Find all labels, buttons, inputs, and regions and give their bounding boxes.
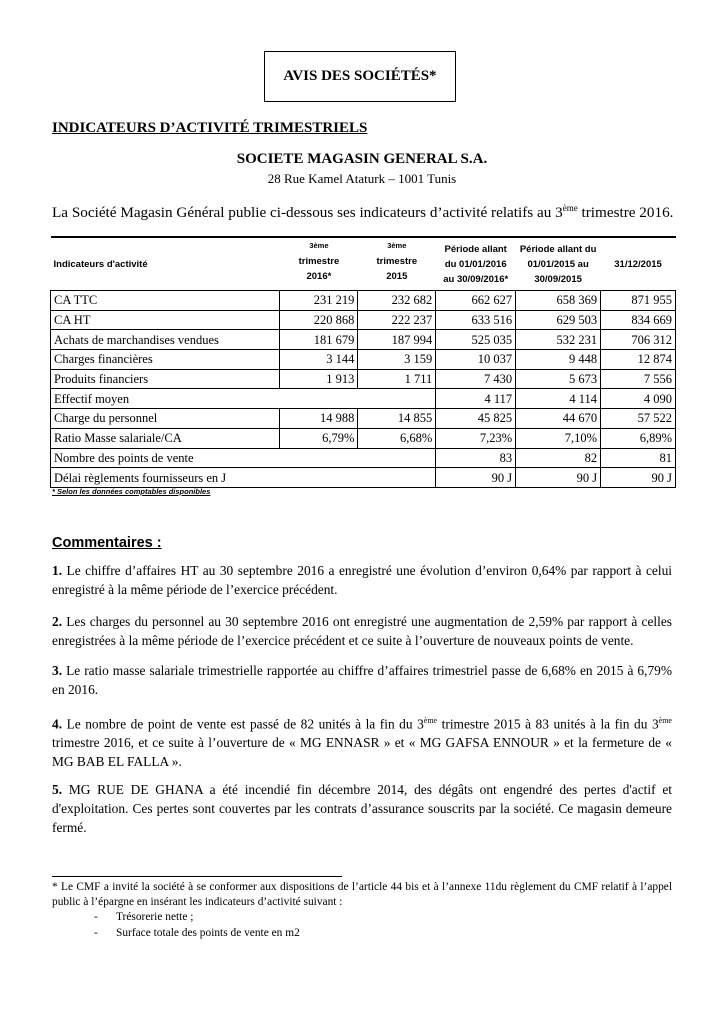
header-year-2015-label: 31/12/2015: [614, 258, 662, 270]
cell-period-2016: 662 627: [436, 291, 516, 311]
notice-title-box: [264, 51, 456, 102]
row-label: Charges financières: [51, 350, 280, 370]
cell-period-2016: 90 J: [436, 468, 516, 488]
table-row: [51, 409, 676, 429]
header-q3-2015-top: 3ème: [387, 240, 407, 250]
comment-text-c: trimestre 2016, et ce suite à l’ouverture de « MG ENNASR » et « MG GAFSA ENNOUR » et la fermeture de « MG BAB EL FALLA ».: [52, 735, 672, 770]
cell-period-2016: 633 516: [436, 310, 516, 330]
comment-paragraph-2: [52, 612, 672, 650]
indicators-table: [50, 236, 676, 488]
comment-text: Le ratio masse salariale trimestrielle rapportée au chiffre d’affaires trimestriel passe de 6,68% en 2015 à 6,79% en 2016.: [52, 663, 672, 697]
header-q3-2015-line1: trimestre: [376, 255, 418, 267]
row-label: Produits financiers: [51, 369, 280, 389]
footnote-item-text: Trésorerie nette ;: [116, 911, 194, 923]
table-row: [51, 448, 676, 468]
table-row: [51, 369, 676, 389]
header-period-2016-line3: au 30/09/2016*: [443, 273, 509, 285]
cell-year-2015: 6,89%: [601, 428, 676, 448]
cell-year-2015: 12 874: [601, 350, 676, 370]
company-address: 28 Rue Kamel Ataturk – 1001 Tunis: [267, 171, 457, 186]
row-label: Achats de marchandises vendues: [51, 330, 280, 350]
intro-text: [52, 203, 673, 222]
company-name: SOCIETE MAGASIN GENERAL S.A.: [236, 151, 488, 167]
header-year-2015: [601, 237, 676, 291]
header-period-2016-line1: Période allant: [444, 243, 507, 255]
cell-q3-2015: [358, 389, 436, 409]
cell-q3-2015: 232 682: [358, 291, 436, 311]
header-period-2015-line2: 01/01/2015 au: [527, 258, 589, 270]
cell-period-2016: 4 117: [436, 389, 516, 409]
cell-period-2015: 5 673: [516, 369, 601, 389]
cell-year-2015: 57 522: [601, 409, 676, 429]
comment-text: MG RUE DE GHANA a été incendié fin décembre 2014, des dégâts ont engendré des pertes d'actif et d'exploitation. Ces pertes sont couvertes par les contrats d’assurance souscrits par la société. Ce magasin demeure fermé.: [52, 782, 672, 835]
table-row: [51, 468, 676, 488]
footnote-item: - Surface totale des points de vente en m2: [94, 927, 300, 939]
cell-period-2015: 44 670: [516, 409, 601, 429]
cell-q3-2016: 181 679: [280, 330, 358, 350]
intro-text-end: trimestre 2016.: [577, 204, 674, 222]
comment-paragraph-4: [52, 711, 672, 771]
comment-number: 4.: [52, 716, 63, 732]
cell-period-2015: 90 J: [516, 468, 601, 488]
header-period-2015-line3: 30/09/2015: [534, 273, 582, 285]
cell-q3-2015: 187 994: [358, 330, 436, 350]
footnote-list: [94, 909, 300, 941]
cell-period-2016: 525 035: [436, 330, 516, 350]
row-label: Nombre des points de vente: [51, 448, 280, 468]
row-label: Effectif moyen: [51, 389, 280, 409]
cell-q3-2015: [358, 468, 436, 488]
header-indicator-label: Indicateurs d'activité: [53, 258, 148, 270]
footnote-text: * Le CMF a invité la société à se conformer aux dispositions de l’article 44 bis et à l’annexe 11du règlement du CMF relatif à l’appel public à l’épargne en insérant les indicateurs d’activité suivant :: [52, 881, 672, 908]
cell-period-2016: 45 825: [436, 409, 516, 429]
cell-q3-2015: 222 237: [358, 310, 436, 330]
notice-title: AVIS DES SOCIÉTÉS*: [283, 68, 437, 84]
row-label: CA TTC: [51, 291, 280, 311]
header-period-2015-line1: Période allant du: [519, 243, 597, 255]
comment-text: Les charges du personnel au 30 septembre 2016 ont enregistré une augmentation de 2,59% par rapport à celles enregistrées à la même période de l’exercice précédent et ce suite à l’ouverture de nouveaux points de vente.: [52, 614, 673, 648]
cell-year-2015: 4 090: [601, 389, 676, 409]
comment-superscript: ème: [423, 716, 438, 725]
comment-paragraph-1: [52, 561, 672, 599]
table-row: [51, 389, 676, 409]
comment-text-a: Le nombre de point de vente est passé de 82 unités à la fin du 3: [66, 716, 424, 732]
cell-period-2015: 9 448: [516, 350, 601, 370]
footnote-separator: [52, 876, 342, 877]
header-q3-2015-line2: 2015: [386, 270, 408, 282]
cell-q3-2015: [358, 448, 436, 468]
header-period-2016: [436, 237, 516, 291]
section-title: INDICATEURS D’ACTIVITÉ TRIMESTRIELS: [52, 120, 368, 136]
cell-q3-2016: 220 868: [280, 310, 358, 330]
row-label: Ratio Masse salariale/CA: [51, 428, 280, 448]
cell-year-2015: 7 556: [601, 369, 676, 389]
table-header-row: [51, 237, 676, 291]
header-q3-2016-top: 3ème: [309, 240, 329, 250]
cell-q3-2015: 14 855: [358, 409, 436, 429]
header-period-2016-line2: du 01/01/2016: [444, 258, 507, 270]
cell-q3-2016: 14 988: [280, 409, 358, 429]
comment-text-b: trimestre 2015 à 83 unités à la fin du 3: [437, 716, 659, 732]
cell-year-2015: 871 955: [601, 291, 676, 311]
footnote-item-text: Surface totale des points de vente en m2: [116, 927, 300, 939]
cell-year-2015: 834 669: [601, 310, 676, 330]
header-period-2015: [516, 237, 601, 291]
footnote-item: - Trésorerie nette ;: [94, 911, 194, 923]
header-q3-2016-line2: 2016*: [306, 270, 332, 282]
cell-period-2015: 532 231: [516, 330, 601, 350]
cell-period-2015: 4 114: [516, 389, 601, 409]
header-q3-2016: [280, 237, 358, 291]
cell-year-2015: 81: [601, 448, 676, 468]
cell-q3-2016: [280, 448, 358, 468]
cell-q3-2016: [280, 389, 358, 409]
cell-year-2015: 706 312: [601, 330, 676, 350]
header-q3-2016-line1: trimestre: [298, 255, 340, 267]
row-label: CA HT: [51, 310, 280, 330]
table-row: [51, 310, 676, 330]
intro-superscript: ème: [562, 203, 578, 213]
cell-period-2016: 10 037: [436, 350, 516, 370]
comment-number: 3.: [52, 663, 63, 678]
cell-period-2015: 658 369: [516, 291, 601, 311]
comment-text: Le chiffre d’affaires HT au 30 septembre 2016 a enregistré une évolution d’environ 0,64% par rapport à celui enregistré à la même période de l’exercice précédent.: [52, 563, 672, 597]
table-footnote: * Selon les données comptables disponibles: [52, 487, 211, 496]
table-row: [51, 350, 676, 370]
cell-q3-2015: 3 159: [358, 350, 436, 370]
header-q3-2015: [358, 237, 436, 291]
header-indicator: [51, 237, 280, 291]
comments-title: Commentaires :: [52, 535, 162, 551]
comment-number: 1.: [52, 563, 63, 578]
cell-q3-2016: 231 219: [280, 291, 358, 311]
comment-paragraph-5: [52, 780, 672, 837]
comment-number: 5.: [52, 782, 63, 797]
intro-text-start: La Société Magasin Général publie ci-dessous ses indicateurs d’activité relatifs au 3: [52, 204, 563, 222]
cell-period-2016: 7 430: [436, 369, 516, 389]
table-row: [51, 291, 676, 311]
cell-q3-2016: 1 913: [280, 369, 358, 389]
row-label: Délai règlements fournisseurs en J: [51, 468, 280, 488]
cell-period-2015: 82: [516, 448, 601, 468]
table-row: [51, 330, 676, 350]
cell-q3-2015: 6,68%: [358, 428, 436, 448]
row-label: Charge du personnel: [51, 409, 280, 429]
cell-period-2015: 629 503: [516, 310, 601, 330]
table-row: [51, 428, 676, 448]
cell-q3-2015: 1 711: [358, 369, 436, 389]
cell-q3-2016: 3 144: [280, 350, 358, 370]
comment-number: 2.: [52, 614, 63, 629]
comment-superscript: ème: [658, 716, 672, 725]
cell-period-2016: 7,23%: [436, 428, 516, 448]
cell-q3-2016: [280, 468, 358, 488]
cell-period-2016: 83: [436, 448, 516, 468]
cell-year-2015: 90 J: [601, 468, 676, 488]
cell-q3-2016: 6,79%: [280, 428, 358, 448]
comment-paragraph-3: [52, 661, 672, 699]
cell-period-2015: 7,10%: [516, 428, 601, 448]
